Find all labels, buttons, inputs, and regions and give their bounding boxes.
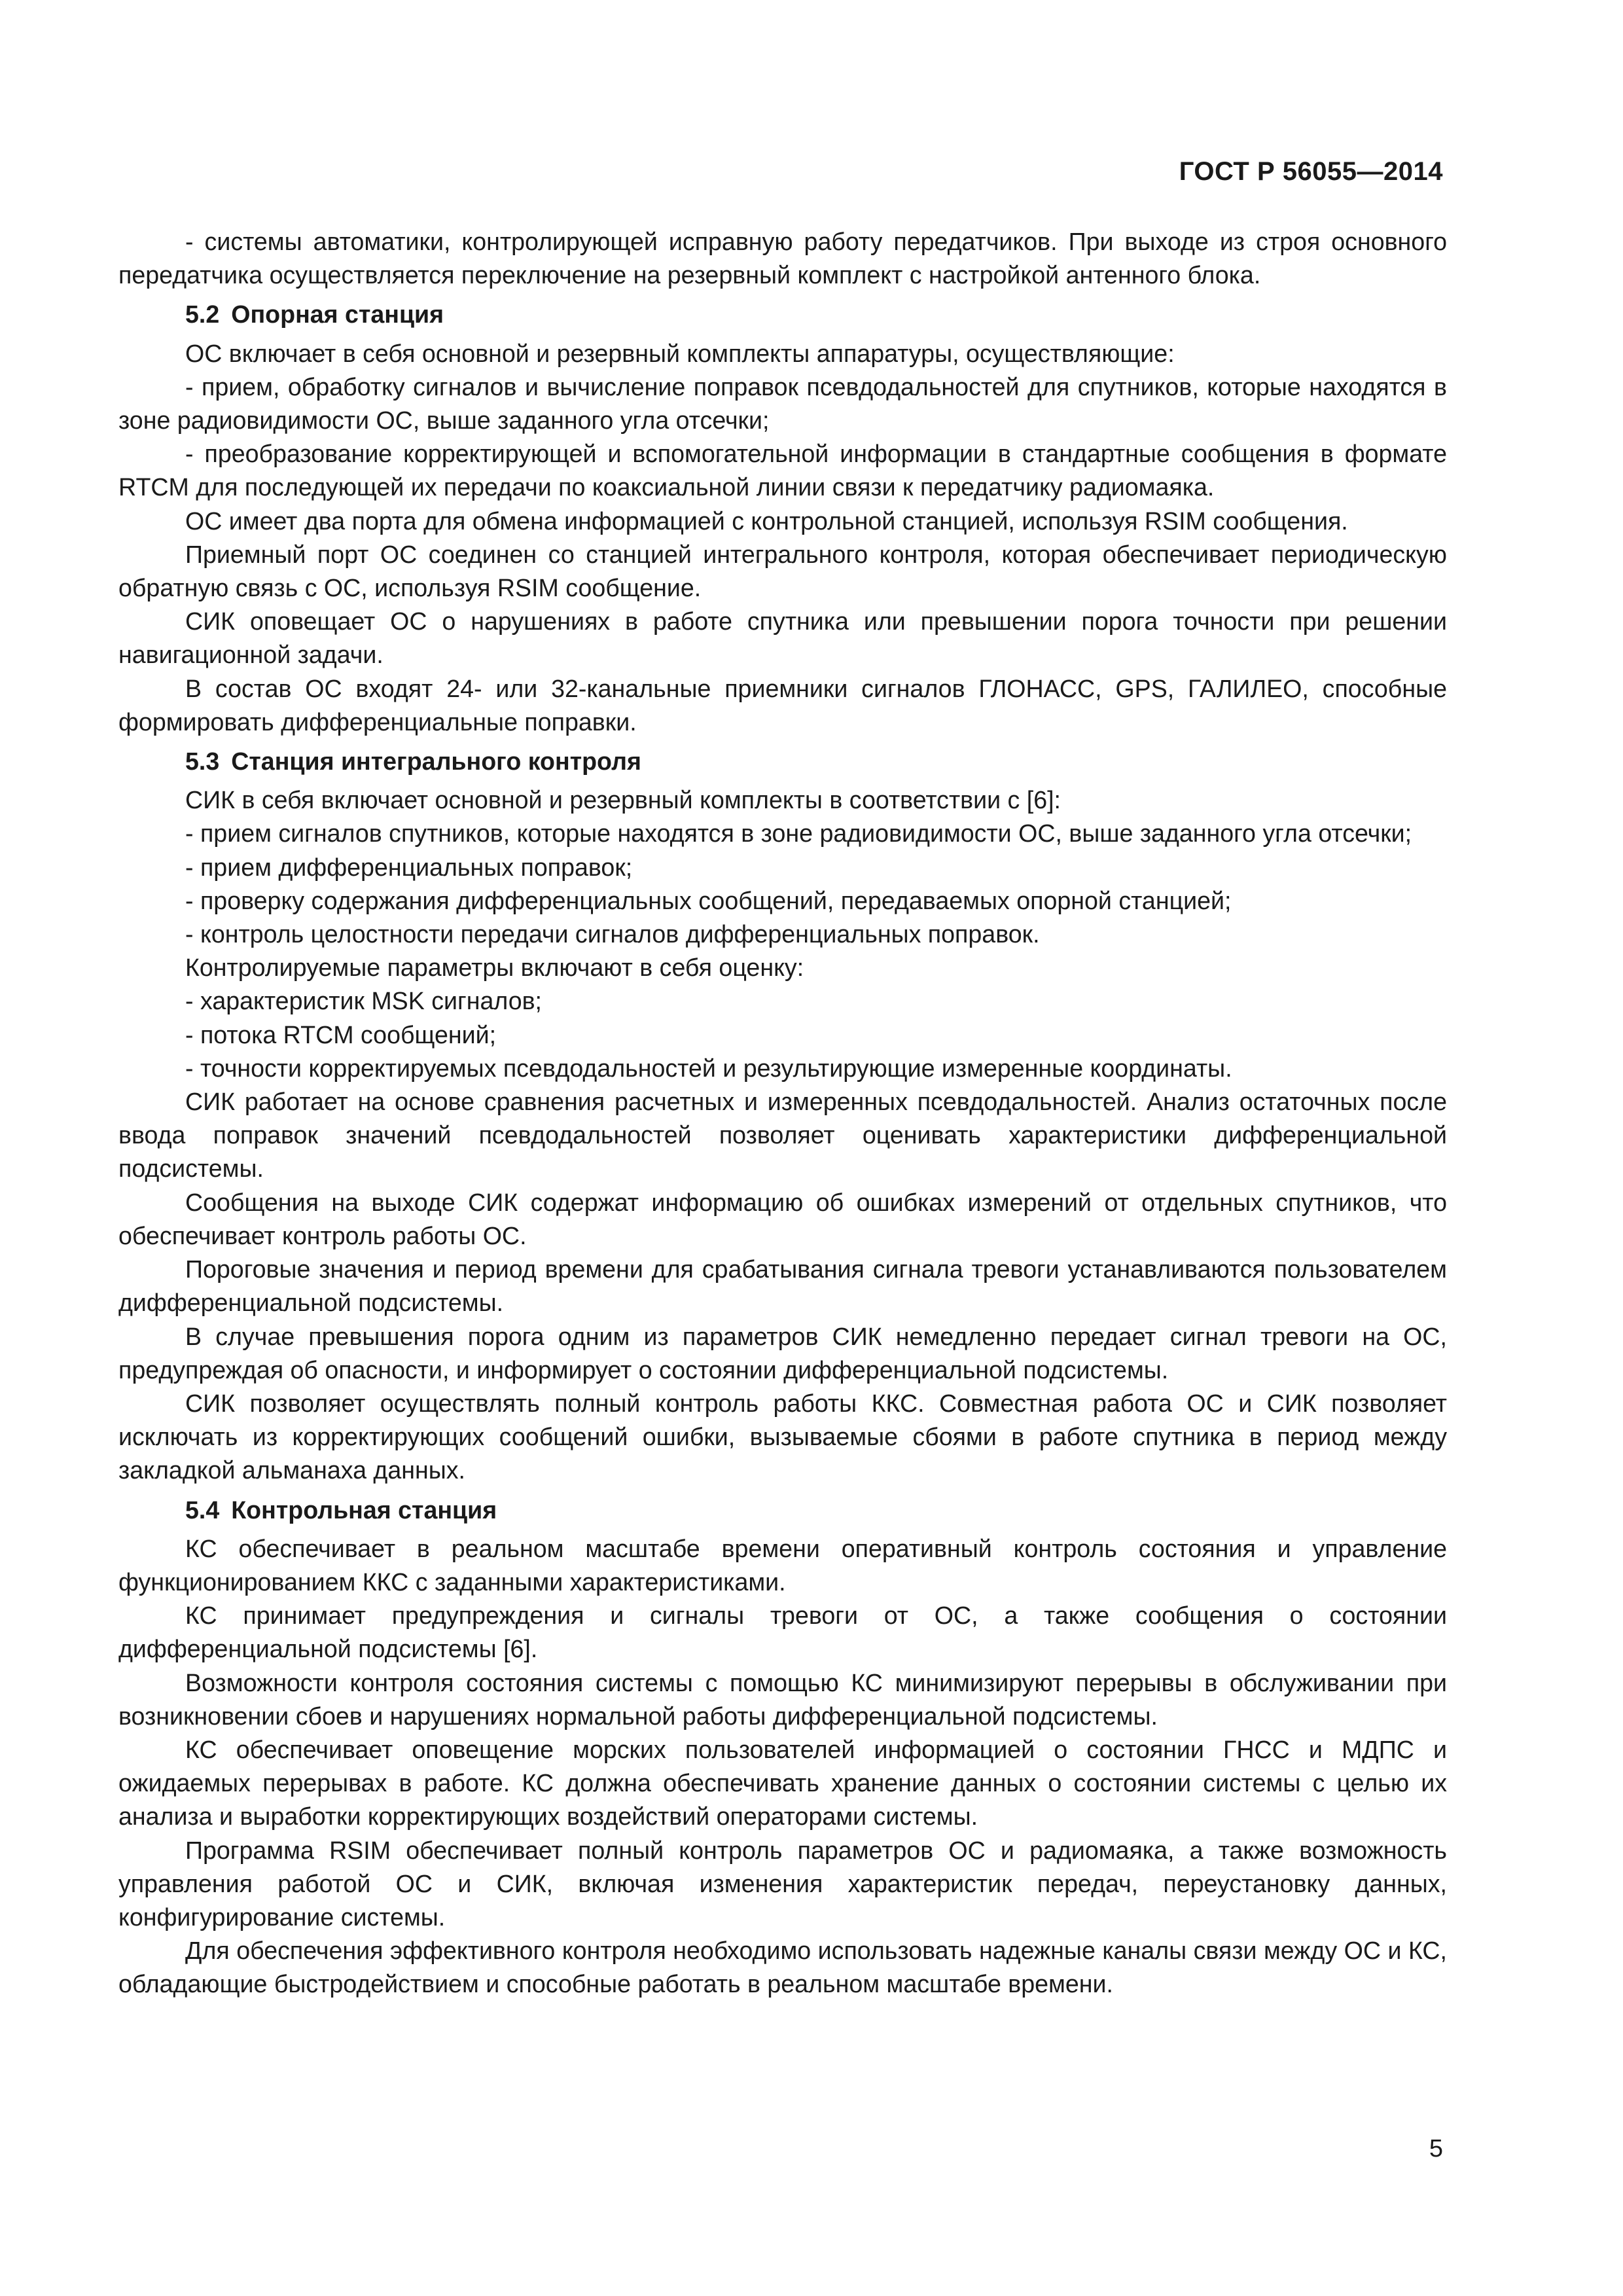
paragraph: Пороговые значения и период времени для срабатывания сигнала тревоги устанавливаются пользователем дифференциальной подсистемы. <box>118 1255 1447 1317</box>
paragraph: Программа RSIM обеспечивает полный контроль параметров ОС и радиомаяка, а также возможность управления работой ОС и СИК, включая изменения характеристик передач, переустановку данных, конфигурирование системы. <box>118 1836 1447 1931</box>
paragraph: Сообщения на выходе СИК содержат информацию об ошибках измерений от отдельных спутников, что обеспечивает контроль работы ОС. <box>118 1188 1447 1249</box>
paragraph: КС обеспечивает оповещение морских пользователей информацией о состоянии ГНСС и МДПС и ожидаемых перерывах в работе. КС должна обеспечивать хранение данных о состоянии системы с целью их анализа и выработки корректирующих воздействий операторами системы. <box>118 1735 1447 1831</box>
paragraph: СИК в себя включает основной и резервный комплекты в соответствии с [6]: <box>185 786 1061 814</box>
section-heading <box>118 292 1447 336</box>
paragraph: - прием дифференциальных поправок; <box>185 853 633 881</box>
paragraph: ОС включает в себя основной и резервный комплекты аппаратуры, осуществляющие: <box>185 339 1175 367</box>
paragraph: СИК работает на основе сравнения расчетных и измеренных псевдодальностей. Анализ остаточных после ввода поправок значений псевдодальностей позволяет оценивать характеристики дифференциальной подсистемы. <box>118 1088 1447 1183</box>
paragraph: Контролируемые параметры включают в себя оценку: <box>185 954 804 982</box>
paragraph: - характеристик MSK сигналов; <box>185 987 542 1015</box>
section-title: Станция интегрального контроля <box>231 747 641 776</box>
document-header: ГОСТ Р 56055—2014 <box>1179 157 1443 186</box>
paragraph: КС принимает предупреждения и сигналы тревоги от ОС, а также сообщения о состоянии дифференциальной подсистемы [6]. <box>118 1602 1447 1663</box>
paragraph: Для обеспечения эффективного контроля необходимо использовать надежные каналы связи между ОС и КС, обладающие быстродействием и способные работать в реальном масштабе времени. <box>118 1937 1447 1998</box>
section-number: 5.3 <box>185 747 220 776</box>
page-number: 5 <box>1429 2135 1443 2162</box>
section-title: Опорная станция <box>231 300 444 329</box>
paragraph: - контроль целостности передачи сигналов дифференциальных поправок. <box>185 920 1040 948</box>
paragraph: - прием, обработку сигналов и вычисление поправок псевдодальностей для спутников, которые находятся в зоне радиовидимости ОС, выше заданного угла отсечки; <box>118 372 1447 435</box>
paragraph: - прием сигналов спутников, которые находятся в зоне радиовидимости ОС, выше заданного угла отсечки; <box>185 819 1412 848</box>
paragraph: - проверку содержания дифференциальных сообщений, передаваемых опорной станцией; <box>185 886 1232 914</box>
paragraph: В состав ОС входят 24- или 32-канальные приемники сигналов ГЛОНАСС, GPS, ГАЛИЛЕО, способные формировать дифференциальные поправки. <box>118 674 1447 736</box>
paragraph: ОС имеет два порта для обмена информацией с контрольной станцией, используя RSIM сообщения. <box>185 507 1348 535</box>
document-body <box>118 225 1447 2001</box>
paragraph: СИК позволяет осуществлять полный контроль работы ККС. Совместная работа ОС и СИК позволяет исключать из корректирующих сообщений ошибки, вызываемые сбоями в работе спутника в период между закладкой альманаха данных. <box>118 1389 1447 1484</box>
paragraph: КС обеспечивает в реальном масштабе времени оперативный контроль состояния и управление функционированием ККС с заданными характеристиками. <box>118 1534 1447 1596</box>
paragraph: - системы автоматики, контролирующей исправную работу передатчиков. При выходе из строя основного передатчика осуществляется переключение на резервный комплект с настройкой антенного блока. <box>118 228 1447 289</box>
section-number: 5.4 <box>185 1496 220 1524</box>
section-number: 5.2 <box>185 300 220 329</box>
paragraph: - потока RTCM сообщений; <box>185 1020 497 1049</box>
paragraph: Приемный порт ОС соединен со станцией интегрального контроля, которая обеспечивает периодическую обратную связь с ОС, используя RSIM сообщение. <box>118 540 1447 602</box>
paragraph: В случае превышения порога одним из параметров СИК немедленно передает сигнал тревоги на ОС, предупреждая об опасности, и информирует о состоянии дифференциальной подсистемы. <box>118 1322 1447 1384</box>
section-heading <box>118 1488 1447 1532</box>
paragraph: - точности корректируемых псевдодальностей и результирующие измеренные координаты. <box>185 1054 1232 1082</box>
section-heading <box>118 739 1447 783</box>
paragraph: СИК оповещает ОС о нарушениях в работе спутника или превышении порога точности при решении навигационной задачи. <box>118 607 1447 669</box>
paragraph: - преобразование корректирующей и вспомогательной информации в стандартные сообщения в формате RTCM для последующей их передачи по коаксиальной линии связи к передатчику радиомаяка. <box>118 440 1447 501</box>
paragraph: Возможности контроля состояния системы с помощью КС минимизируют перерывы в обслуживании при возникновении сбоев и нарушениях нормальной работы дифференциальной подсистемы. <box>118 1668 1447 1730</box>
section-title: Контрольная станция <box>231 1496 497 1524</box>
